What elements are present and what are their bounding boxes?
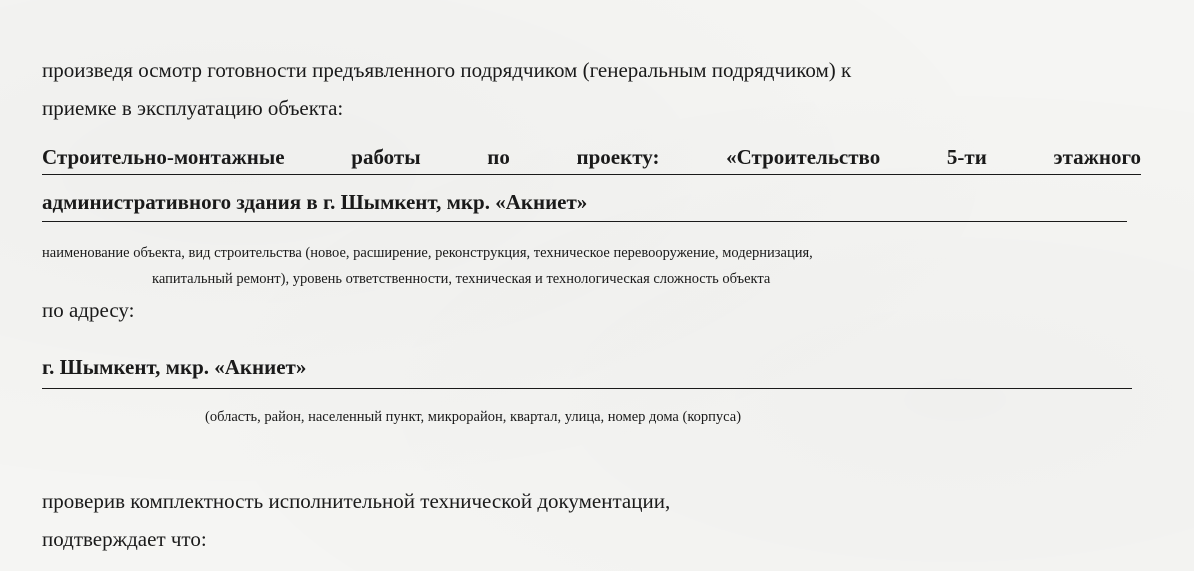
object-underline-2	[42, 221, 1127, 222]
intro-line-2: приемке в эксплуатацию объекта:	[42, 96, 344, 120]
address-label: по адресу:	[42, 298, 135, 322]
documentation-check-line: проверив комплектность исполнительной технической документации,	[42, 489, 671, 513]
intro-line-1: произведя осмотр готовности предъявленного подрядчиком (генеральным подрядчиком) к	[42, 58, 852, 82]
object-word: проекту:	[576, 145, 660, 169]
address-value: г. Шымкент, мкр. «Акниет»	[42, 355, 307, 379]
object-word: Строительно-монтажные	[42, 145, 285, 169]
object-word: этажного	[1053, 145, 1141, 169]
object-name-line-1	[42, 145, 1141, 170]
confirm-line: подтверждает что:	[42, 527, 207, 551]
object-caption-line-2: капитальный ремонт), уровень ответственности, техническая и технологическая сложность объекта	[152, 271, 771, 287]
object-word: по	[487, 145, 510, 169]
address-underline	[42, 388, 1132, 389]
object-caption-line-1: наименование объекта, вид строительства (новое, расширение, реконструкция, техническое перевооружение, модернизация,	[42, 245, 813, 261]
object-name-line-2: административного здания в г. Шымкент, мкр. «Акниет»	[42, 190, 588, 214]
address-caption: (область, район, населенный пункт, микрорайон, квартал, улица, номер дома (корпуса)	[205, 409, 742, 425]
object-word: работы	[351, 145, 421, 169]
object-underline-1	[42, 174, 1141, 175]
object-word: 5-ти	[946, 145, 987, 169]
object-word: «Строительство	[726, 145, 881, 169]
